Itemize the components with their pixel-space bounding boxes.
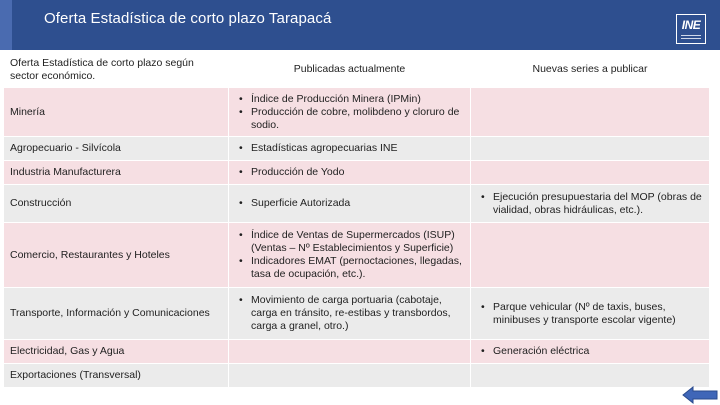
back-arrow-icon[interactable] [682,386,718,404]
sector-cell: Electricidad, Gas y Agua [4,340,229,364]
table-row [4,137,710,161]
published-cell [229,340,471,364]
sector-cell: Construcción [4,185,229,223]
published-cell [229,185,471,223]
logo-text: INE [681,18,701,32]
published-cell [229,288,471,340]
new-series-cell [471,137,710,161]
sector-cell: Comercio, Restaurantes y Hoteles [4,223,229,288]
sector-cell: Transporte, Información y Comunicaciones [4,288,229,340]
table-row [4,185,710,223]
header-accent [0,0,12,50]
list-item: • Índice de Ventas de Supermercados (ISUP) (Ventas – Nº Establecimientos y Superficie) [235,229,464,255]
table-row [4,223,710,288]
new-series-cell [471,88,710,137]
published-cell [229,88,471,137]
table-row [4,364,710,388]
header-new: Nuevas series a publicar [471,52,710,88]
new-series-cell [471,340,710,364]
new-series-cell [471,364,710,388]
published-cell [229,223,471,288]
sector-cell: Agropecuario - Silvícola [4,137,229,161]
sector-cell: Exportaciones (Transversal) [4,364,229,388]
new-series-cell [471,185,710,223]
sector-cell: Industria Manufacturera [4,161,229,185]
table-row [4,288,710,340]
table-row [4,340,710,364]
list-item: • Índice de Producción Minera (IPMin) [235,93,464,106]
table-row [4,88,710,137]
page-title: Oferta Estadística de corto plazo Tarapacá [44,10,332,27]
published-cell [229,364,471,388]
list-item: • Ejecución presupuestaria del MOP (obras de vialidad, obras hidráulicas, etc.). [477,191,703,217]
sector-cell: Minería [4,88,229,137]
new-series-cell [471,161,710,185]
list-item: • Indicadores EMAT (pernoctaciones, llegadas, tasa de ocupación, etc.). [235,255,464,281]
statistics-table [3,51,710,388]
table-row [4,161,710,185]
list-item: • Movimiento de carga portuaria (cabotaje, carga en tránsito, re-estibas y transbordos, carga a granel, otro.) [235,294,464,333]
header-published: Publicadas actualmente [229,52,471,88]
published-cell [229,137,471,161]
list-item: • Producción de Yodo [235,166,464,179]
list-item: • Producción de cobre, molibdeno y cloruro de sodio. [235,106,464,132]
header-sector: Oferta Estadística de corto plazo según sector económico. [4,52,229,88]
list-item: • Superficie Autorizada [235,197,464,210]
ine-logo-icon [676,14,706,44]
new-series-cell [471,288,710,340]
table-header-row [4,52,710,88]
new-series-cell [471,223,710,288]
list-item: • Estadísticas agropecuarias INE [235,142,464,155]
list-item: • Parque vehicular (Nº de taxis, buses, minibuses y transporte escolar vigente) [477,301,703,327]
published-cell [229,161,471,185]
list-item: • Generación eléctrica [477,345,703,358]
